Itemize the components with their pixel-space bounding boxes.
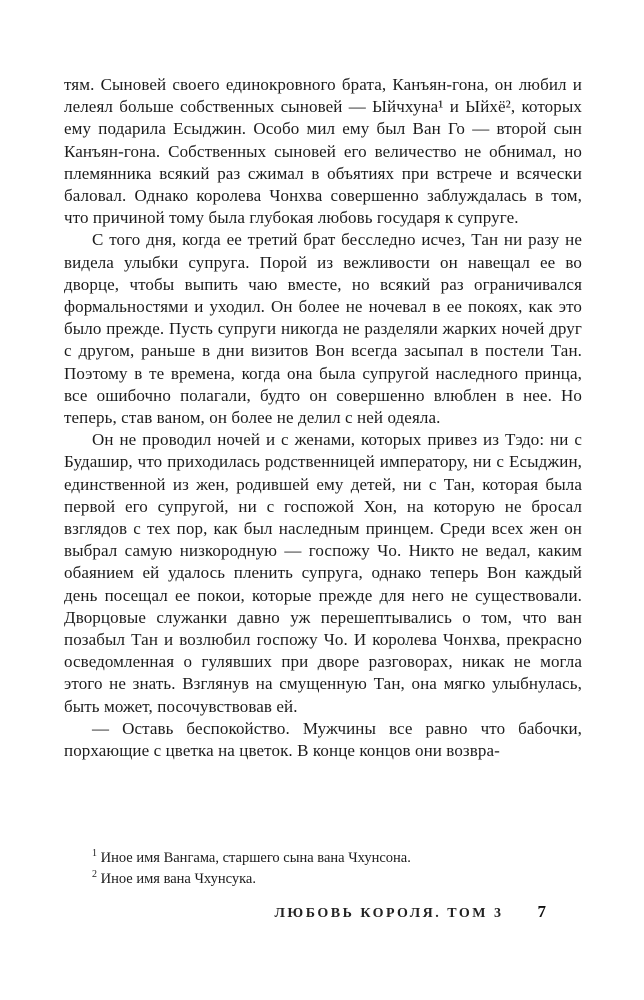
paragraph: тям. Сыновей своего единокровного брата, Канъян-гона, он любил и лелеял больше собственных сыновей — Ыйчхуна¹ и Ыйхё², которых ему подарила Есыджин. Особо мил ему был Ван Го — второй сын Канъян-гона. Собственных сыновей его величество не обнимал, но племянника всякий раз сжимал в объятиях при встрече и всячески баловал. Однако королева Чонхва совершенно заблуждалась в том, что причиной тому была глубокая любовь государя к супруге. bbox=[64, 75, 582, 228]
footnotes-block bbox=[64, 848, 582, 890]
paragraph: — Оставь беспокойство. Мужчины все равно что бабочки, порхающие с цветка на цветок. В конце концов они возвра- bbox=[64, 718, 582, 761]
footnote bbox=[64, 869, 582, 890]
footnote-marker: 1 bbox=[92, 848, 97, 860]
running-title: ЛЮБОВЬ КОРОЛЯ. ТОМ 3 bbox=[274, 906, 504, 921]
page-footer bbox=[64, 902, 582, 922]
paragraph: Он не проводил ночей и с женами, которых привез из Тэдо: ни с Будашир, что приходилась родственницей императору, ни с Есыджин, единственной из жен, родившей ему детей, ни с Тан, которая была первой его супругой, ни с госпожой Хон, на которую не бросал взглядов с тех пор, как был наследным принцем. Среди всех жен он выбрал самую низкородную — госпожу Чо. Никто не ведал, каким обаянием ей удалось пленить супруга, однако теперь Вон каждый день посещал ее покои, которые прежде для него не существовали. Дворцовые служанки давно уж перешептывались о том, что ван позабыл Тан и возлюбил госпожу Чо. И королева Чонхва, прекрасно осведомленная о гулявших при дворе разговорах, никак не могла этого не знать. Взглянув на смущенную Тан, она мягко улыбнулась, быть может, посочувствовав ей. bbox=[64, 430, 582, 716]
paragraph: С того дня, когда ее третий брат бесследно исчез, Тан ни разу не видела улыбки супруга. Порой из вежливости он навещал ее во дворце, чтобы выпить чаю вместе, но всякий раз ограничивался формальностями и уходил. Он более не ночевал в ее покоях, как это было прежде. Пусть супруги никогда не разделяли жарких ночей друг с другом, раньше в дни визитов Вон всегда засыпал в постели Тан. Поэтому в те времена, когда она была супругой наследного принца, все ошибочно полагали, будто он совершенно влюблен в нее. Но теперь, став ваном, он более не делил с ней одеяла. bbox=[64, 230, 582, 428]
footnote bbox=[64, 848, 582, 869]
footnote-text: Иное имя Вангама, старшего сына вана Чхунсона. bbox=[97, 850, 411, 866]
footnote-marker: 2 bbox=[92, 869, 97, 881]
page-number: 7 bbox=[537, 902, 546, 921]
footnote-text: Иное имя вана Чхунсука. bbox=[97, 871, 256, 887]
page-body bbox=[64, 74, 582, 762]
